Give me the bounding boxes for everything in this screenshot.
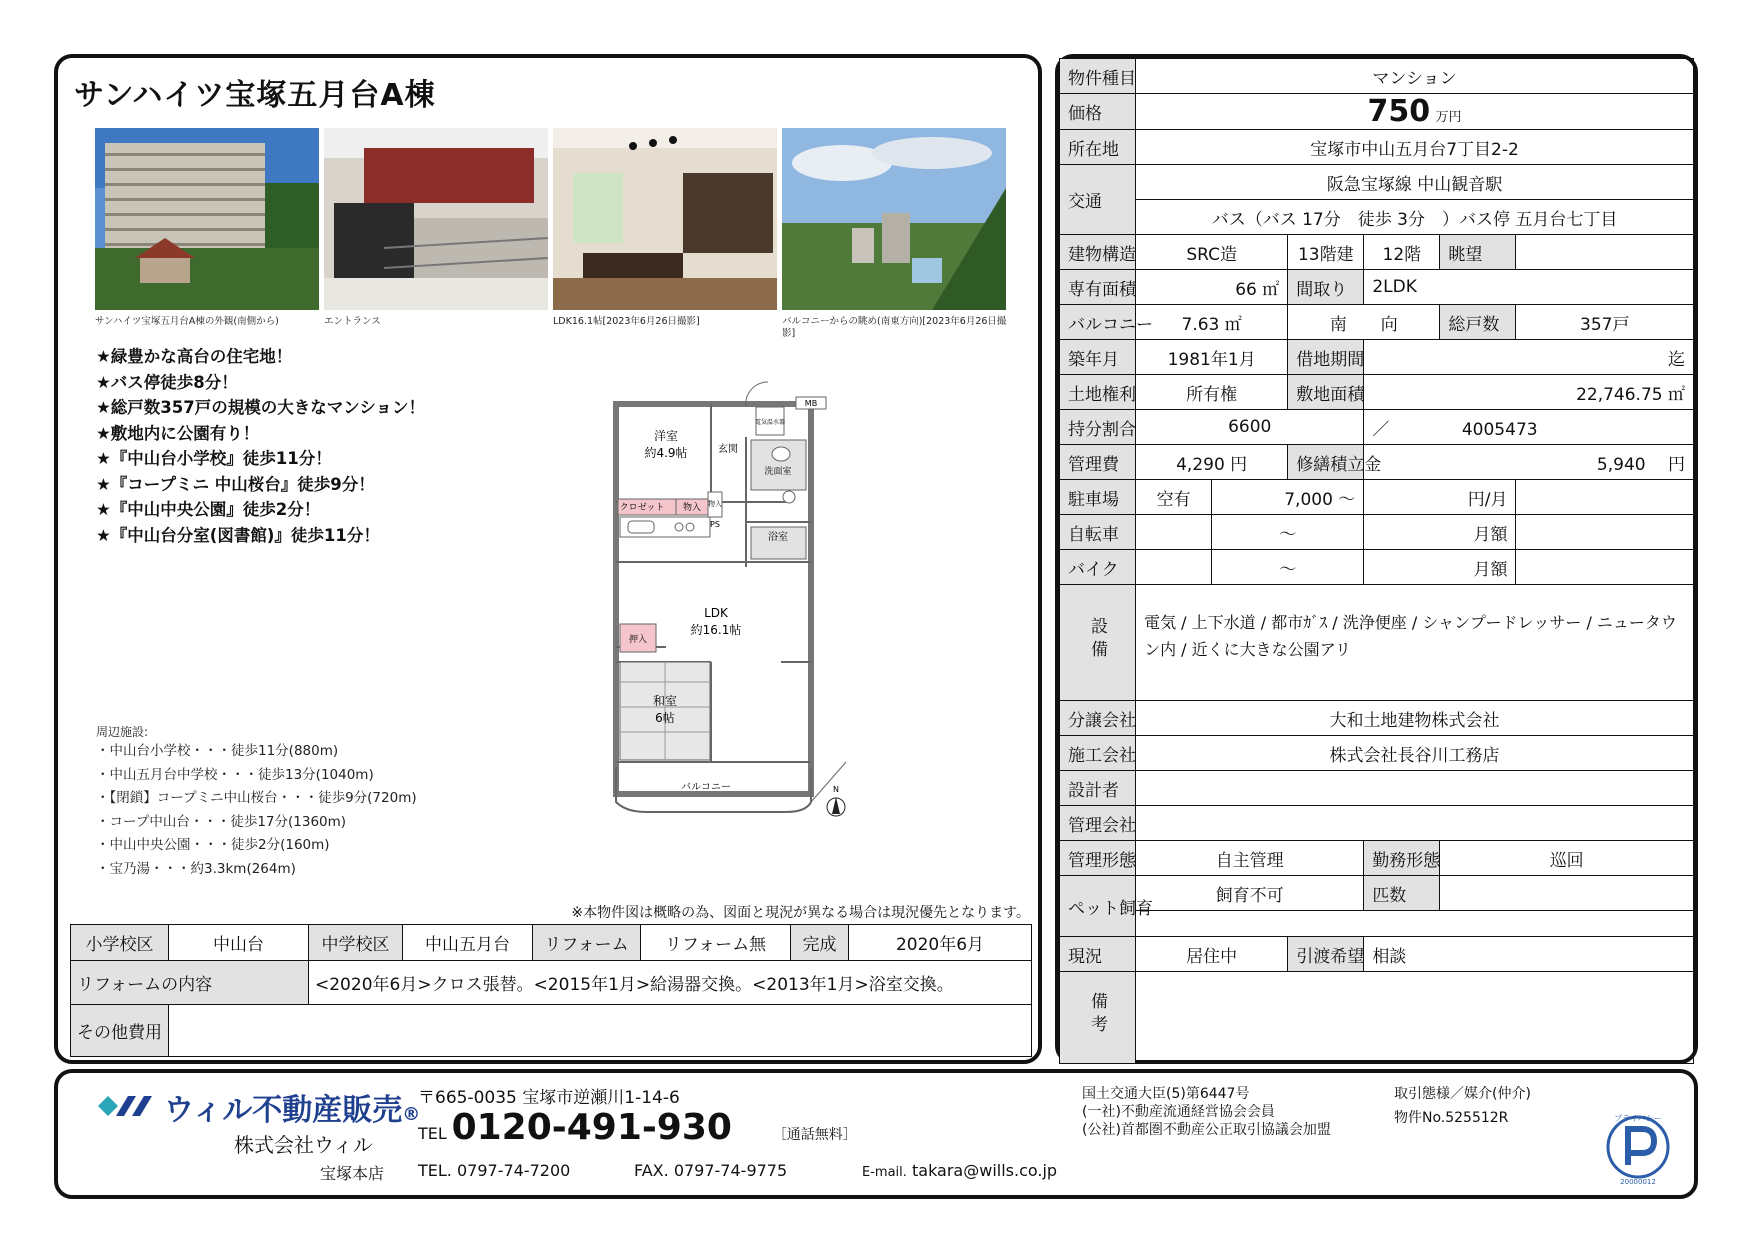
ldk-photo bbox=[553, 128, 777, 310]
share-slash: ／ bbox=[1372, 419, 1390, 440]
land-right-value: 所有権 bbox=[1136, 375, 1288, 410]
photo-caption: バルコニーからの眺め(南東方向)[2023年6月26日撮影] bbox=[782, 316, 1007, 339]
photo-caption: サンハイツ宝塚五月台A棟の外観(南側から) bbox=[95, 316, 279, 327]
price-value: 750 bbox=[1367, 94, 1431, 129]
room-japanese-label: 和室 bbox=[652, 694, 678, 708]
nearby-item: ・コープ中山台・・・徒歩17分(1360m) bbox=[96, 813, 347, 830]
reform-detail-label: リフォームの内容 bbox=[71, 961, 309, 1005]
nearby-item: ・【閉鎖】コープミニ中山桜台・・・徒歩9分(720m) bbox=[96, 790, 417, 806]
selling-point: ★『コープミニ 中山桜台』徒歩9分！ bbox=[96, 474, 375, 494]
delivery-label: 引渡希望 bbox=[1288, 937, 1364, 972]
area-label: 専有面積 bbox=[1060, 270, 1136, 305]
bicycle-fee: ～ bbox=[1212, 515, 1364, 550]
email-address[interactable]: takara@wills.co.jp bbox=[911, 1161, 1058, 1180]
washroom-label: 洗面室 bbox=[764, 467, 792, 477]
photo-caption: LDK16.1帖[2023年6月26日撮影] bbox=[553, 316, 700, 327]
closet-label: クロゼット bbox=[619, 503, 665, 513]
privacy-mark-text: プライバシー bbox=[1614, 1114, 1662, 1123]
room-western-label: 洋室 bbox=[653, 429, 679, 443]
selling-point: ★敷地内に公園有り！ bbox=[96, 423, 260, 443]
nearby-item: ・中山中央公園・・・徒歩2分(160m) bbox=[96, 837, 330, 853]
price-label: 価格 bbox=[1060, 94, 1136, 130]
balcony-value: 7.63 ㎡ bbox=[1136, 305, 1288, 340]
bicycle-unit: 月額 bbox=[1364, 515, 1516, 550]
layout-label: 間取り bbox=[1288, 270, 1364, 305]
completed-value: 2020年6月 bbox=[849, 925, 1032, 961]
storage-label: 物入 bbox=[682, 503, 702, 513]
mb-label: MB bbox=[804, 399, 818, 408]
selling-point: ★『中山台小学校』徒歩11分！ bbox=[96, 449, 332, 468]
ldk-label: LDK bbox=[704, 606, 728, 620]
bike-unit: 月額 bbox=[1364, 550, 1516, 585]
remarks-value bbox=[1136, 972, 1694, 1064]
privacy-mark-icon bbox=[1598, 1107, 1678, 1187]
mgmt-type-label: 管理形態 bbox=[1060, 841, 1136, 876]
parking-label: 駐車場 bbox=[1060, 480, 1136, 515]
price-unit: 万円 bbox=[1435, 110, 1462, 125]
work-type-value: 巡回 bbox=[1440, 841, 1694, 876]
land-right-label: 土地権利 bbox=[1060, 375, 1136, 410]
floors-value: 13階建 bbox=[1288, 235, 1364, 270]
selling-point: ★緑豊かな高台の住宅地！ bbox=[96, 347, 293, 366]
structure-value: SRC造 bbox=[1136, 235, 1288, 270]
mgmt-fee-value: 4,290 円 bbox=[1136, 445, 1288, 480]
ldk-size: 約16.1帖 bbox=[690, 623, 742, 637]
balcony-view-photo bbox=[782, 128, 1006, 310]
north-arrow-label: N bbox=[833, 785, 839, 794]
disclaimer-note: ※本物件図は概略の為、図面と現況が異なる場合は現況優先となります。 bbox=[571, 905, 1030, 921]
elementary-value: 中山台 bbox=[169, 925, 309, 961]
mgmt-fee-label: 管理費 bbox=[1060, 445, 1136, 480]
junior-label: 中学校区 bbox=[309, 925, 403, 961]
designer-value bbox=[1136, 771, 1694, 806]
exterior-photo bbox=[95, 128, 319, 310]
remarks-label: 備考 bbox=[1087, 992, 1108, 1038]
delivery-value: 相談 bbox=[1364, 937, 1694, 972]
tel-number[interactable]: TEL. 0797-74-7200 bbox=[418, 1161, 571, 1180]
status-value: 居住中 bbox=[1136, 937, 1288, 972]
entrance-photo bbox=[324, 128, 548, 310]
company-footer bbox=[54, 1069, 1698, 1199]
view-label: 眺望 bbox=[1440, 235, 1516, 270]
company-brand: ウィル不動産販売 bbox=[164, 1093, 403, 1128]
reform-value: リフォーム無 bbox=[641, 925, 791, 961]
oshiire-label: 押入 bbox=[628, 635, 648, 645]
builder-value: 株式会社長谷川工務店 bbox=[1136, 736, 1694, 771]
junior-value: 中山五月台 bbox=[403, 925, 533, 961]
storage-vertical-label: 物入 bbox=[708, 500, 722, 508]
seller-label: 分譲会社 bbox=[1060, 701, 1136, 736]
balcony-label: バルコニー bbox=[1060, 305, 1136, 340]
reform-label: リフォーム bbox=[533, 925, 641, 961]
site-area-value: 22,746.75 bbox=[1576, 384, 1663, 405]
selling-point: ★『中山台分室(図書館)』徒歩11分！ bbox=[96, 525, 380, 545]
email-label: E-mail. bbox=[862, 1165, 907, 1180]
room-western-size: 約4.9帖 bbox=[644, 446, 688, 460]
built-value: 1981年1月 bbox=[1136, 340, 1288, 375]
parking-fee: 7,000 ～ bbox=[1212, 480, 1364, 515]
view-value bbox=[1516, 235, 1694, 270]
units-value: 357戸 bbox=[1516, 305, 1694, 340]
nearby-item: ・宝乃湯・・・約3.3km(264m) bbox=[96, 860, 296, 877]
pet-count-label: 匹数 bbox=[1364, 876, 1440, 911]
free-dial-number[interactable]: 0120-491-930 bbox=[451, 1107, 732, 1148]
selling-point: ★バス停徒歩8分！ bbox=[96, 372, 238, 392]
direction-value: 南 向 bbox=[1288, 305, 1440, 340]
address-label: 所在地 bbox=[1060, 130, 1136, 165]
pet-label: ペット飼育 bbox=[1060, 876, 1136, 937]
property-title: サンハイツ宝塚五月台A棟 bbox=[74, 78, 436, 113]
water-heater-label: 電気温水器 bbox=[754, 419, 786, 426]
share-numerator: 6600 bbox=[1136, 410, 1364, 445]
association-membership: (公社)首都圏不動産公正取引協議会加盟 bbox=[1082, 1122, 1331, 1138]
bike-label: バイク bbox=[1060, 550, 1136, 585]
balcony-label: バルコニー bbox=[681, 782, 731, 793]
property-spec-panel bbox=[1055, 54, 1698, 1064]
branch-name: 宝塚本店 bbox=[320, 1164, 385, 1183]
type-value: マンション bbox=[1136, 59, 1694, 94]
company-name: 株式会社ウィル bbox=[234, 1133, 373, 1157]
elementary-label: 小学校区 bbox=[71, 925, 169, 961]
floor-value: 12階 bbox=[1364, 235, 1440, 270]
room-japanese-size: 6帖 bbox=[655, 711, 675, 725]
ps-label: PS bbox=[710, 520, 720, 529]
equipment-label: 設備 bbox=[1087, 617, 1108, 663]
floor-plan bbox=[606, 362, 906, 862]
work-type-label: 勤務形態 bbox=[1364, 841, 1440, 876]
status-label: 現況 bbox=[1060, 937, 1136, 972]
bike-fee: ～ bbox=[1212, 550, 1364, 585]
transaction-type: 取引態様／媒介(仲介) bbox=[1394, 1086, 1531, 1102]
pet-value: 飼育不可 bbox=[1136, 876, 1364, 911]
line-value: 阪急宝塚線 中山観音駅 bbox=[1136, 165, 1694, 200]
company-logo-icon bbox=[88, 1089, 158, 1123]
designer-label: 設計者 bbox=[1060, 771, 1136, 806]
mgmt-company-value bbox=[1136, 806, 1694, 841]
share-denominator: 4005473 bbox=[1461, 419, 1538, 440]
site-area-unit: ㎡ bbox=[1668, 384, 1685, 405]
fax-number: FAX. 0797-74-9775 bbox=[634, 1161, 788, 1180]
lease-label: 借地期間 bbox=[1288, 340, 1364, 375]
reform-detail-value: <2020年6月>クロス張替。<2015年1月>給湯器交換。<2013年1月>浴室交換。 bbox=[309, 961, 1032, 1005]
spec-table bbox=[1059, 58, 1694, 1064]
nearby-item: ・中山台小学校・・・徒歩11分(880m) bbox=[96, 743, 339, 759]
other-cost-label: その他費用 bbox=[71, 1005, 169, 1057]
repair-fee-value: 5,940 円 bbox=[1364, 445, 1694, 480]
share-label: 持分割合 bbox=[1060, 410, 1136, 445]
selling-points bbox=[96, 344, 425, 548]
completed-label: 完成 bbox=[791, 925, 849, 961]
layout-value: 2LDK bbox=[1364, 270, 1694, 305]
mgmt-company-label: 管理会社 bbox=[1060, 806, 1136, 841]
bath-label: 浴室 bbox=[768, 532, 788, 543]
selling-point: ★『中山中央公園』徒歩2分！ bbox=[96, 500, 321, 519]
property-overview-panel bbox=[54, 54, 1042, 1064]
photo-caption: エントランス bbox=[324, 316, 381, 327]
nearby-facilities bbox=[96, 724, 417, 881]
type-label: 物件種目 bbox=[1060, 59, 1136, 94]
privacy-mark-number: 20000012 bbox=[1620, 1178, 1656, 1186]
mgmt-type-value: 自主管理 bbox=[1136, 841, 1364, 876]
repair-fee-label: 修繕積立金 bbox=[1288, 445, 1364, 480]
address-value: 宝塚市中山五月台7丁目2-2 bbox=[1136, 130, 1694, 165]
tel-free-prefix: TEL bbox=[418, 1124, 447, 1143]
property-number: 物件No.525512R bbox=[1394, 1110, 1509, 1126]
units-label: 総戸数 bbox=[1440, 305, 1516, 340]
seller-value: 大和土地建物株式会社 bbox=[1136, 701, 1694, 736]
lease-end: 迄 bbox=[1364, 340, 1694, 375]
parking-status: 空有 bbox=[1136, 480, 1212, 515]
site-area-label: 敷地面積 bbox=[1288, 375, 1364, 410]
nearby-item: ・中山五月台中学校・・・徒歩13分(1040m) bbox=[96, 766, 374, 783]
built-label: 築年月 bbox=[1060, 340, 1136, 375]
parking-unit: 円/月 bbox=[1364, 480, 1516, 515]
transport-label: 交通 bbox=[1060, 165, 1136, 235]
association-membership: (一社)不動産流通経営協会会員 bbox=[1082, 1104, 1275, 1120]
entrance-label: 玄関 bbox=[718, 444, 738, 455]
company-address: 〒665-0035 宝塚市逆瀬川1-14-6 bbox=[418, 1088, 680, 1108]
registered-mark: ® bbox=[402, 1104, 421, 1125]
nearby-title: 周辺施設: bbox=[96, 725, 149, 739]
license-number: 国土交通大臣(5)第6447号 bbox=[1082, 1086, 1250, 1102]
bicycle-label: 自転車 bbox=[1060, 515, 1136, 550]
selling-point: ★総戸数357戸の規模の大きなマンション！ bbox=[96, 398, 425, 417]
structure-label: 建物構造 bbox=[1060, 235, 1136, 270]
school-reform-table bbox=[70, 924, 1032, 1057]
equipment-value: 電気 / 上下水道 / 都市ｶﾞｽ / 洗浄便座 / シャンプードレッサー / ニュータウン内 / 近くに大きな公園アリ bbox=[1136, 585, 1694, 701]
builder-label: 施工会社 bbox=[1060, 736, 1136, 771]
bus-value: バス（バス 17分 徒歩 3分 ）バス停 五月台七丁目 bbox=[1136, 200, 1694, 235]
other-cost-value bbox=[169, 1005, 1032, 1057]
area-value: 66 ㎡ bbox=[1136, 270, 1288, 305]
free-call-note: ［通話無料］ bbox=[772, 1127, 857, 1143]
